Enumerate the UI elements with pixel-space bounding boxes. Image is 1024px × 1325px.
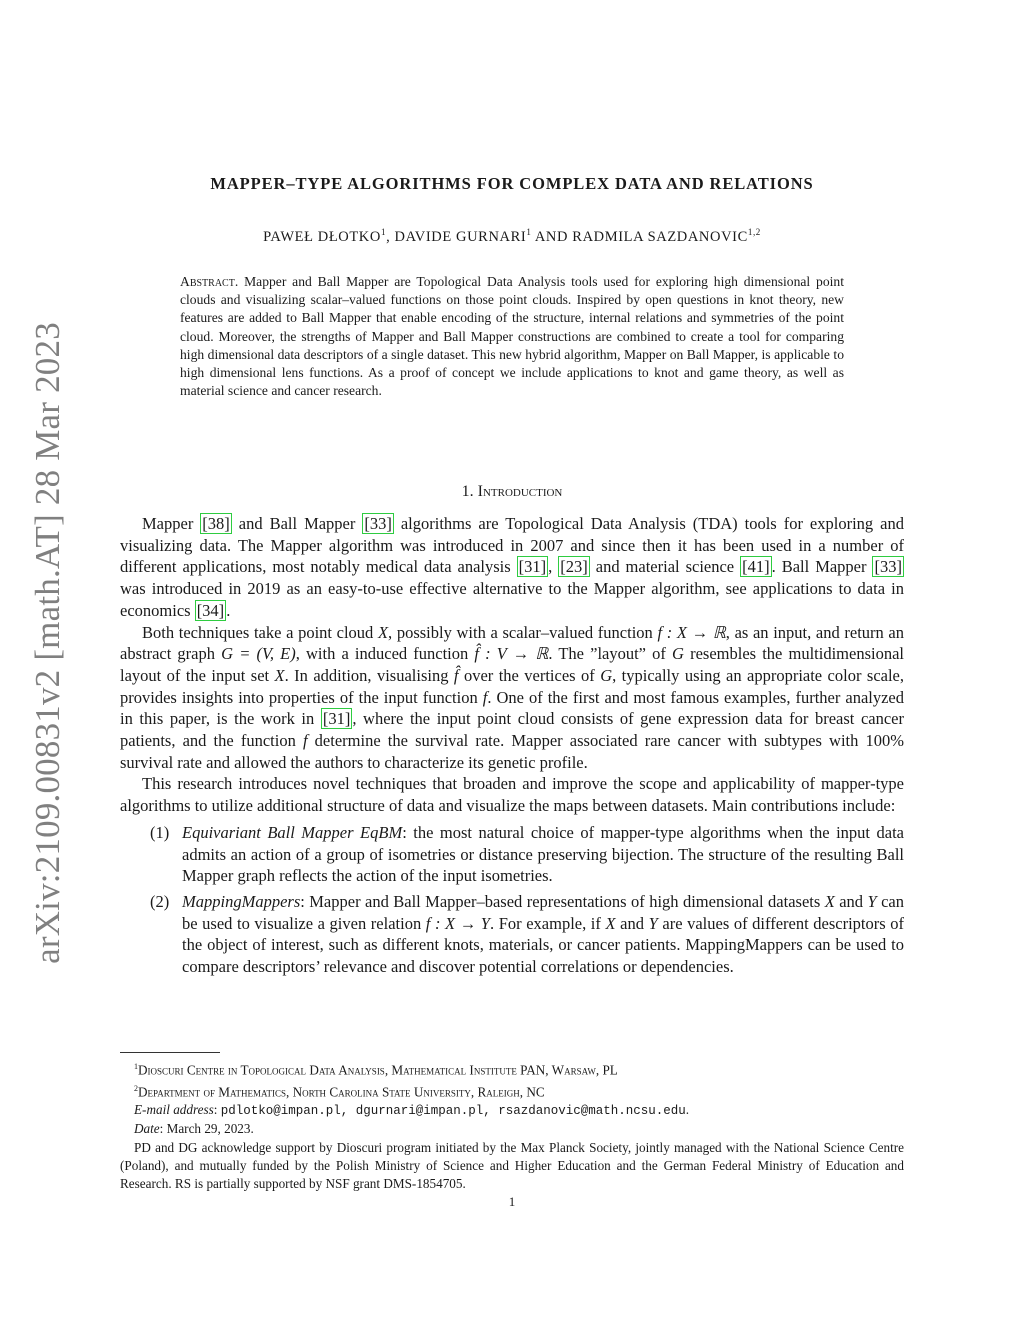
paragraph-2: Both techniques take a point cloud X, possibly with a scalar–valued function f : X → ℝ, as an input, and return an abstract graph G = (V, E), with a induced function f̂ : V → ℝ. The ”layout” of G resembles the multidimensional layout of the input set X. In addition, visualising f̂ over the vertices of G, typically using an appropriate color scale, provides insights into properties of the input function f. One of the first and most famous examples, further analyzed in this paper, is the work in [31] , where the input point cloud consists of gene expression data for breast cancer patients, and the function f determine the survival rate. Mapper associated rare cancer with subtypes with 100% survival rate and allowed the authors to characterize its genetic profile. [120,622,904,772]
footnote-email: E-mail address: pdlotko@impan.pl, dgurnari@impan.pl, rsazdanovic@math.ncsu.edu. [134,1102,690,1119]
affiliation-marker: 1 [380,227,387,237]
citation-link[interactable]: [38] [202,514,230,533]
footnote-divider [120,1052,220,1053]
math-symbol: f [482,687,488,707]
math-symbol: G [600,665,613,685]
page-number: 1 [508,1194,516,1209]
math-expression: G = (V, E) [221,644,296,664]
paragraph-3: This research introduces novel techniques that broaden and improve the scope and applicability of mapper-type algorithms to utilize additional structure of data and visualize the maps between datasets. Main contributions include: [120,774,904,816]
footnote-affiliation-1: $^1$Dioscuri Centre in Topological Data Analysis, Mathematical Institute PAN, Warsaw, PL [134,1062,618,1078]
abstract-text: Mapper and Ball Mapper are Topological Data Analysis tools used for exploring high dimensional point clouds and visualizing scalar–valued functions on those point clouds. Inspired by open questions in knot theory, new features are added to Ball Mapper that enable encoding of the structure, internal relations and symmetries of the point cloud. Moreover, the strengths of Mapper and Ball Mapper constructions are combined to create a tool for comparing high dimensional data descriptors of a single dataset. This new hybrid algorithm, Mapper on Ball Mapper, is applicable to high dimensional lens functions. As a proof of concept we include applications to knot and game theory, as well as material science and cancer research. [180,274,844,399]
footnotes [120,1058,904,1193]
section-heading: 1. Introduction [461,483,563,500]
contribution-label: Equivariant Ball Mapper EqBM [182,822,403,842]
contributions-list [120,822,904,978]
math-symbol: f [302,731,308,751]
citation-link[interactable]: [34] [196,600,225,620]
affiliation-marker: 1 [526,227,532,237]
paragraph-1: Mapper [38] and Ball Mapper [33] algorithms are Topological Data Analysis (TDA) tools for exploring and visualizing data. The Mapper algorithm was introduced in 2007 and since then it has been used in a number of different applications, most notably medical data analysis [31] , [23] and material science [41] . Ball Mapper [33] was introduced in 2019 as an easy-to-use effective alternative to the Mapper algorithm, see applications to data in economics [34] . [120,514,904,620]
author-name: RADMILA SAZDANOVIC [572,228,748,245]
list-item: (1) Equivariant Ball Mapper EqBM: the most natural choice of mapper-type algorithms when the input data admits an action of a group of isometries or distance preserving bijection. The structure of the resulting Ball Mapper graph reflects the action of the input isometries. [150,822,904,886]
author-name: DAVIDE GURNARI [394,228,527,245]
math-symbol: f̂ [453,665,459,685]
citation-link[interactable]: [33] [874,557,902,577]
math-symbol: X [274,665,285,685]
footnote-acknowledgement: PD and DG acknowledge support by Dioscuri program initiated by the Max Planck Society, jointly managed with the National Science Centre (Poland), and mutually funded by the Polish Ministry of Science and Higher Education and the German Federal Ministry of Education and Research. RS is partially supported by NSF grant DMS-1854705. [120,1139,904,1191]
abstract-label: Abstract. [180,274,239,289]
list-item: (2) MappingMappers: Mapper and Ball Mapper–based representations of high dimensional datasets X and Y can be used to visualize a given relation f : X → Y. For example, if X and Y are values of different descriptors of the object of interest, such as different knots, materials, or cancer patients. MappingMappers can be used to compare descriptors’ relevance and discover potential correlations or dependencies. [150,891,904,977]
citation-link[interactable]: [31] [518,557,547,577]
affiliation-marker: 1,2 [747,227,761,237]
footnote-date: Date: March 29, 2023. [134,1121,254,1137]
citation-link[interactable]: [33] [364,514,392,533]
citation-link[interactable]: [23] [560,557,588,577]
math-symbol: G [672,644,684,664]
footnote-affiliation-2: $^2$Department of Mathematics, North Carolina State University, Raleigh, NC [134,1083,545,1099]
math-symbol: X [377,622,389,642]
author-name: PAWEŁ DŁOTKO [263,228,381,245]
abstract [180,273,844,400]
citation-link[interactable]: [31] [322,709,351,729]
email-addresses[interactable]: pdlotko@impan.pl, dgurnari@impan.pl, rsazdanovic@math.ncsu.edu [220,1104,686,1119]
contribution-label: MappingMappers [182,891,301,911]
math-expression: f : X → ℝ [657,622,726,642]
arxiv-identifier: arXiv:2109.00831v2 [math.AT] 28 Mar 2023 [28,322,67,964]
paper-title: MAPPER–TYPE ALGORITHMS FOR COMPLEX DATA AND RELATIONS [210,174,814,193]
math-expression: f̂ : V → ℝ [474,644,549,664]
author-list: PAWEŁ DŁOTKO$^1$, DAVIDE GURNARI$^1$ AND RADMILA SAZDANOVIC$^{1,2}$ [263,227,761,245]
introduction-body [120,513,904,982]
citation-link[interactable]: [41] [742,557,770,577]
